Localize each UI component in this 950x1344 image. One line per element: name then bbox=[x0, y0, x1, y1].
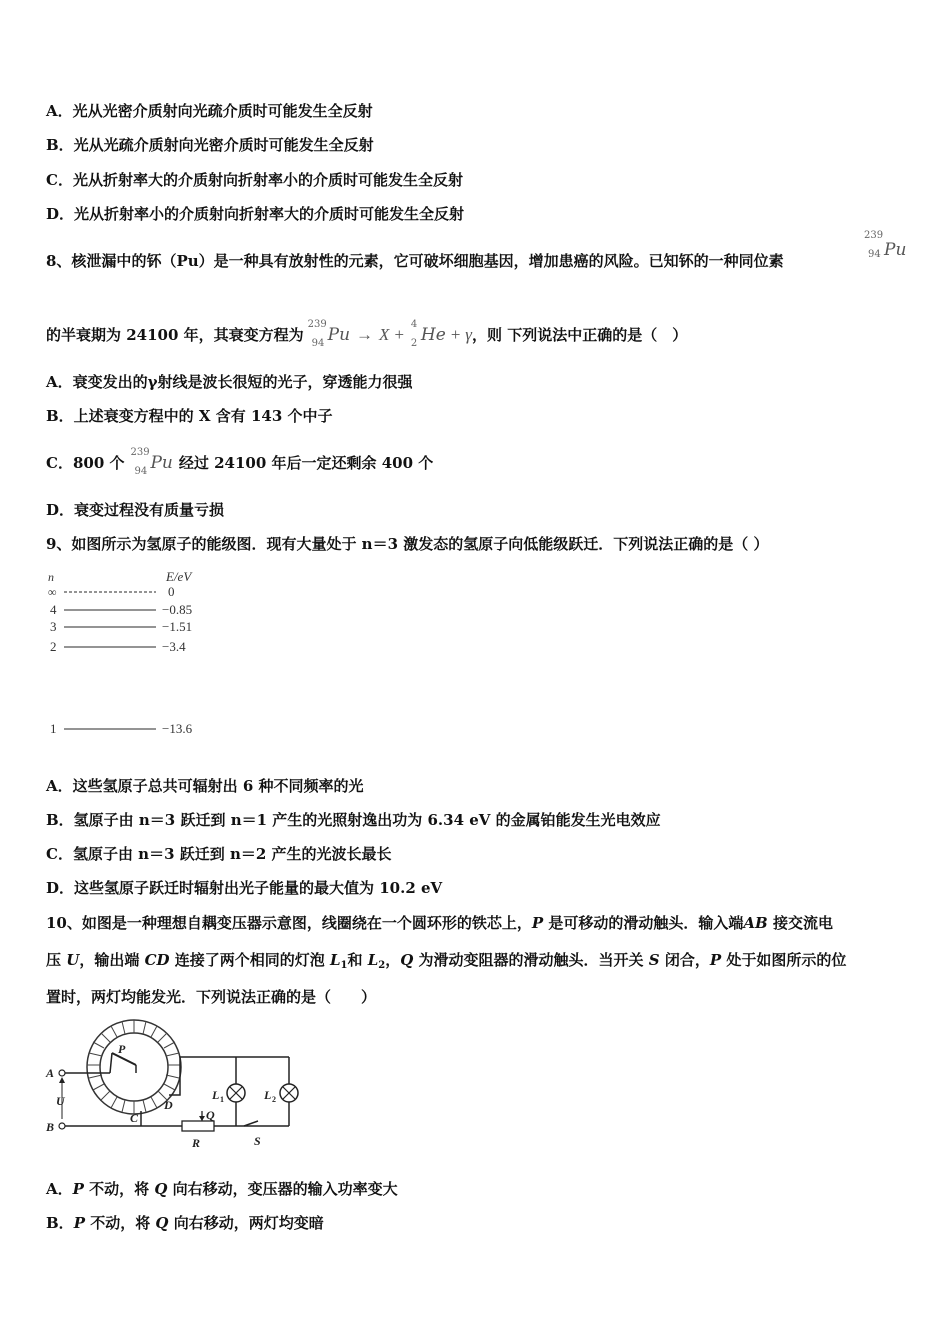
level-e-inf: 0 bbox=[168, 584, 175, 599]
q8-stem-line2 bbox=[46, 319, 688, 349]
q10-l2-2: 2 bbox=[378, 960, 386, 971]
label-l1: L bbox=[212, 1088, 220, 1102]
q7-option-d: D．光从折射率小的介质射向折射率大的介质时可能发生全反射 bbox=[46, 205, 465, 223]
pu-atomic: 94 bbox=[311, 338, 325, 349]
q10-option-a bbox=[46, 1179, 398, 1199]
level-n-1: 1 bbox=[50, 721, 57, 736]
q10-a-post: 向右移动，变压器的输入功率变大 bbox=[167, 1180, 398, 1198]
terminal-b bbox=[59, 1123, 65, 1129]
pu-mass: 239 bbox=[307, 319, 327, 330]
rheostat-r bbox=[182, 1121, 214, 1131]
decay-helium bbox=[409, 319, 446, 349]
q10-l2-d: ， bbox=[385, 951, 401, 969]
q9-option-d: D．这些氢原子跃迁时辐射出光子能量的最大值为 10.2 eV bbox=[46, 879, 443, 897]
q8-option-c-pu bbox=[130, 447, 173, 477]
q8-option-c-prefix: C．800 个 bbox=[46, 454, 125, 472]
decay-plus-2: + bbox=[449, 325, 462, 344]
q8-stem-line1: 8、核泄漏中的钚（Pu）是一种具有放射性的元素，它可破坏细胞基因，增加患癌的风险。已知钚的一种同位素 bbox=[46, 252, 784, 270]
label-l2-sub: 2 bbox=[272, 1095, 276, 1104]
level-n-inf: ∞ bbox=[48, 585, 57, 599]
label-b: B bbox=[46, 1120, 55, 1134]
q8-option-c bbox=[46, 447, 434, 477]
wire-a-p bbox=[110, 1053, 112, 1073]
level-e-1: −13.6 bbox=[162, 721, 193, 736]
q10-stem-line3: 置时，两灯均能发光．下列说法正确的是（ ） bbox=[46, 988, 377, 1006]
c-pu-mass: 239 bbox=[130, 447, 150, 458]
q7-option-b: B．光从光疏介质射向光密介质时可能发生全反射 bbox=[46, 136, 374, 154]
label-a: A bbox=[46, 1066, 55, 1080]
q10-l2-L2: L bbox=[367, 951, 379, 969]
label-l1-sub: 1 bbox=[220, 1095, 224, 1104]
q10-l1-c: 接交流电 bbox=[767, 914, 833, 932]
q8-option-d: D．衰变过程没有质量亏损 bbox=[46, 501, 225, 519]
decay-equation-pu bbox=[307, 319, 351, 349]
decay-plus-1: + bbox=[393, 325, 405, 344]
q10-l1-ab: AB bbox=[743, 914, 768, 932]
c-pu-symbol: Pu bbox=[150, 453, 173, 473]
q10-a-p: P bbox=[72, 1180, 84, 1198]
q10-l2-1: 1 bbox=[340, 960, 348, 971]
isotope-mass-number: 239 bbox=[864, 230, 884, 241]
q10-l2-q: Q bbox=[400, 951, 414, 969]
q10-l2-g: 处于如图所示的位 bbox=[721, 951, 847, 969]
q10-a-q: Q bbox=[154, 1180, 168, 1198]
q10-l2-a: 压 bbox=[46, 951, 67, 969]
q10-l2-cd: CD bbox=[144, 951, 170, 969]
rheostat-slider-tip bbox=[199, 1116, 205, 1121]
q10-l1-a: 10、如图是一种理想自耦变压器示意图，线圈绕在一个圆环形的铁芯上， bbox=[46, 914, 532, 932]
level-n-2: 2 bbox=[50, 639, 57, 654]
q10-l2-L: L bbox=[329, 951, 341, 969]
q9-stem: 9、如图所示为氢原子的能级图．现有大量处于 n＝3 激发态的氢原子向低能级跃迁．下列说法正确的是（ ） bbox=[46, 535, 769, 553]
q10-b-p: P bbox=[73, 1214, 85, 1232]
energy-level-diagram bbox=[44, 565, 214, 745]
q10-a-pre: A． bbox=[46, 1180, 73, 1198]
q10-l2-e: 为滑动变阻器的滑动触头．当开关 bbox=[413, 951, 649, 969]
he-atomic: 2 bbox=[410, 338, 418, 349]
q10-l1-b: 是可移动的滑动触头．输入端 bbox=[543, 914, 744, 932]
q9-option-a: A．这些氢原子总共可辐射出 6 种不同频率的光 bbox=[46, 777, 364, 795]
c-pu-atomic: 94 bbox=[134, 466, 148, 477]
q9-option-c: C．氢原子由 n＝3 跃迁到 n＝2 产生的光波长最长 bbox=[46, 845, 392, 863]
q10-option-b bbox=[46, 1213, 324, 1233]
q10-b-post: 向右移动，两灯均变暗 bbox=[168, 1214, 324, 1232]
q10-l2-s: S bbox=[648, 951, 660, 969]
level-e-2: −3.4 bbox=[162, 639, 186, 654]
diagram-n-label: n bbox=[48, 570, 54, 584]
label-c: C bbox=[130, 1111, 139, 1125]
autotransformer-circuit bbox=[44, 1015, 304, 1160]
label-r: R bbox=[192, 1136, 201, 1150]
isotope-symbol: Pu bbox=[884, 240, 907, 260]
q10-l2-p: P bbox=[709, 951, 722, 969]
q7-option-a: A．光从光密介质射向光疏介质时可能发生全反射 bbox=[46, 102, 373, 120]
he-mass: 4 bbox=[410, 319, 418, 330]
level-n-3: 3 bbox=[50, 619, 57, 634]
q10-l2-and: 和 bbox=[347, 951, 368, 969]
q10-l2-f: 闭合， bbox=[659, 951, 710, 969]
level-e-4: −0.85 bbox=[162, 602, 193, 617]
q8-isotope-pu bbox=[864, 230, 907, 260]
pu-symbol: Pu bbox=[327, 325, 351, 345]
label-s: S bbox=[254, 1134, 261, 1148]
u-arrow-head bbox=[59, 1077, 65, 1083]
q8-stem-tail: ，则 下列说法中正确的是（ ） bbox=[471, 326, 688, 344]
level-e-3: −1.51 bbox=[162, 619, 193, 634]
decay-arrow: → bbox=[356, 325, 374, 344]
level-n-4: 4 bbox=[50, 602, 57, 617]
decay-gamma: γ bbox=[465, 325, 472, 344]
q8-option-c-suffix: 经过 24100 年后一定还剩余 400 个 bbox=[178, 454, 434, 472]
q8-stem-text: 的半衰期为 24100 年，其衰变方程为 bbox=[46, 326, 304, 344]
isotope-atomic-number: 94 bbox=[868, 249, 881, 260]
label-l2: L bbox=[264, 1088, 272, 1102]
q10-a-mid: 不动，将 bbox=[83, 1180, 155, 1198]
q10-l2-c: 连接了两个相同的灯泡 bbox=[169, 951, 330, 969]
q7-option-c: C．光从折射率大的介质射向折射率小的介质时可能发生全反射 bbox=[46, 171, 463, 189]
q10-b-mid: 不动，将 bbox=[84, 1214, 156, 1232]
he-symbol: He bbox=[420, 325, 446, 345]
q10-l2-u: U bbox=[66, 951, 80, 969]
q10-l2-b: ，输出端 bbox=[79, 951, 145, 969]
q10-b-q: Q bbox=[155, 1214, 169, 1232]
label-u: U bbox=[56, 1094, 65, 1108]
label-p: P bbox=[118, 1042, 126, 1056]
label-d: D bbox=[164, 1098, 173, 1112]
q10-l1-p: P bbox=[531, 914, 544, 932]
decay-x: X bbox=[379, 325, 390, 344]
q10-stem-line2 bbox=[46, 950, 846, 976]
q9-option-b: B．氢原子由 n＝3 跃迁到 n＝1 产生的光照射逸出功为 6.34 eV 的金属铂能发生光电效应 bbox=[46, 811, 661, 829]
q8-option-a: A．衰变发出的γ射线是波长很短的光子，穿透能力很强 bbox=[46, 373, 413, 391]
terminal-a bbox=[59, 1070, 65, 1076]
q10-b-pre: B． bbox=[46, 1214, 74, 1232]
label-q: Q bbox=[206, 1108, 215, 1122]
q10-stem-line1 bbox=[46, 913, 833, 933]
diagram-e-label: E/eV bbox=[166, 569, 192, 584]
q8-option-b: B．上述衰变方程中的 X 含有 143 个中子 bbox=[46, 407, 333, 425]
